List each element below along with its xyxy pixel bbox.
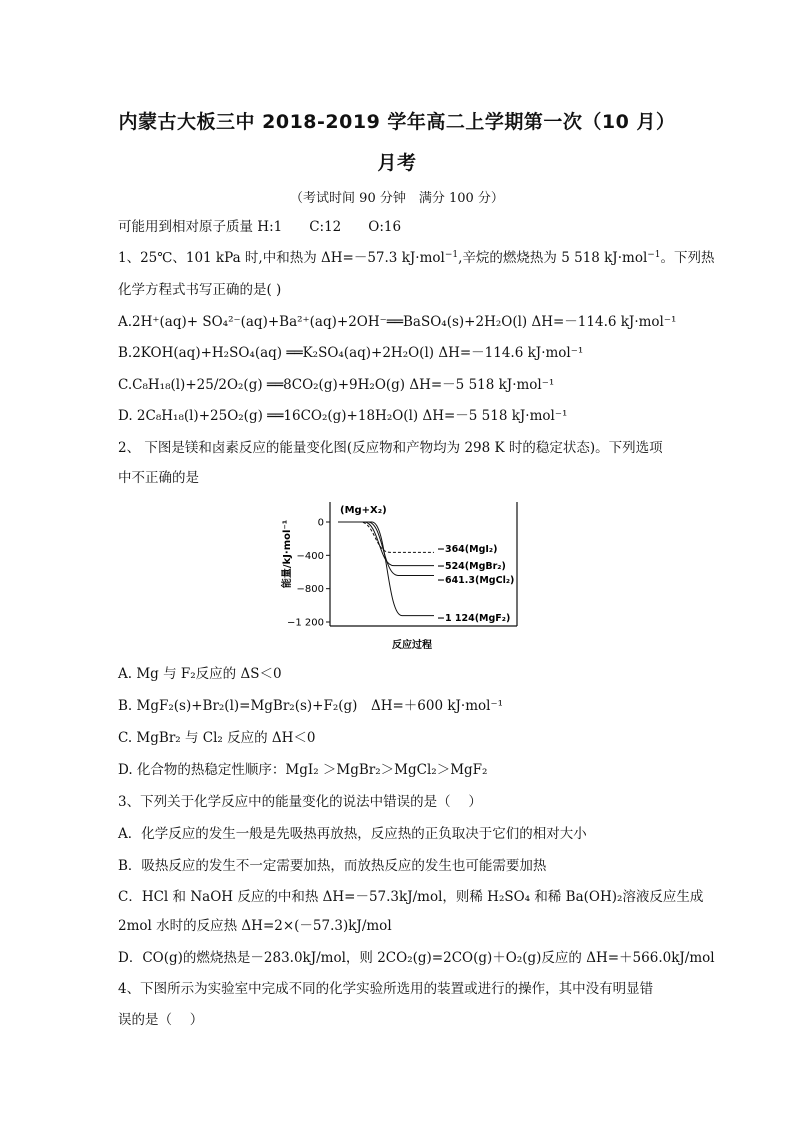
chart-title: (Mg+X₂) — [340, 505, 387, 516]
y-axis-label: 能量/kJ·mol⁻¹ — [282, 519, 293, 589]
q4-stem: 4、下图所示为实验室中完成不同的化学实验所选用的装置或进行的操作，其中没有明显错 — [118, 981, 654, 997]
q2-option-d: D. 化合物的热稳定性顺序：MgI₂ ＞MgBr₂＞MgCl₂＞MgF₂ — [118, 762, 488, 778]
document-title-line2: 月考 — [377, 152, 417, 174]
q1-stem-line2: 化学方程式书写正确的是( ) — [118, 282, 282, 298]
q1-option-a: A.2H⁺(aq)+ SO₄²⁻(aq)+Ba²⁺(aq)+2OH⁻══BaSO₄(s)+2H₂O(l) ΔH=－114.6 kJ·mol⁻¹ — [118, 314, 677, 330]
q2-option-c: C. MgBr₂ 与 Cl₂ 反应的 ΔH＜0 — [118, 730, 316, 746]
y-tick-label: −400 — [296, 550, 324, 562]
y-tick-label: 0 — [317, 517, 324, 529]
series-label: −641.3(MgCl₂) — [437, 574, 515, 586]
q3-option-d: D．CO(g)的燃烧热是－283.0kJ/mol，则 2CO₂(g)=2CO(g)＋O₂(g)反应的 ΔH=＋566.0kJ/mol — [118, 950, 715, 966]
q3-option-c: C．HCl 和 NaOH 反应的中和热 ΔH=－57.3kJ/mol，则稀 H₂SO₄ 和稀 Ba(OH)₂溶液反应生成 — [118, 889, 704, 905]
q1-stem: 1、25℃、101 kPa 时,中和热为 ΔH=－57.3 kJ·mol$^{-1}$,辛烷的燃烧热为 5 518 kJ·mol$^{-1}$。下列热 — [118, 250, 715, 266]
q2-stem-line2: 中不正确的是 — [118, 470, 199, 486]
energy-diagram-chart — [272, 494, 532, 654]
q2-option-a: A. Mg 与 F₂反应的 ΔS＜0 — [118, 666, 282, 682]
q1-option-c: C.C₈H₁₈(l)+25/2O₂(g) ══8CO₂(g)+9H₂O(g) ΔH=－5 518 kJ·mol⁻¹ — [118, 377, 555, 393]
series-label: −364(MgI₂) — [437, 543, 498, 555]
y-tick-label: −800 — [296, 584, 324, 596]
q3-option-b: B．吸热反应的发生不一定需要加热，而放热反应的发生也可能需要加热 — [118, 858, 547, 874]
series-line — [338, 522, 434, 552]
series-line — [338, 522, 434, 616]
q1-option-d: D. 2C₈H₁₈(l)+25O₂(g) ══16CO₂(g)+18H₂O(l) ΔH=－5 518 kJ·mol⁻¹ — [118, 408, 568, 424]
q4-stem-line2: 误的是（ ） — [118, 1012, 204, 1028]
series-line — [338, 522, 434, 575]
atomic-mass-note: 可能用到相对原子质量 H:1 C:12 O:16 — [118, 219, 402, 235]
q2-stem: 2、 下图是镁和卤素反应的能量变化图(反应物和产物均为 298 K 时的稳定状态)。下列选项 — [118, 440, 663, 456]
series-label: −1 124(MgF₂) — [437, 613, 511, 625]
q1-option-b: B.2KOH(aq)+H₂SO₄(aq) ══K₂SO₄(aq)+2H₂O(l) ΔH=－114.6 kJ·mol⁻¹ — [118, 345, 584, 361]
y-tick-label: −1 200 — [286, 617, 324, 629]
series-label: −524(MgBr₂) — [437, 561, 506, 573]
q3-option-c-line2: 2mol 水时的反应热 ΔH=2×(－57.3)kJ/mol — [118, 918, 392, 934]
exam-info: （考试时间 90 分钟 满分 100 分） — [290, 191, 504, 206]
q3-option-a: A．化学反应的发生一般是先吸热再放热，反应热的正负取决于它们的相对大小 — [118, 826, 587, 842]
q3-stem: 3、下列关于化学反应中的能量变化的说法中错误的是（ ） — [118, 794, 482, 810]
q2-option-b: B. MgF₂(s)+Br₂(l)=MgBr₂(s)+F₂(g) ΔH=＋600 kJ·mol⁻¹ — [118, 698, 504, 714]
x-axis-label: 反应过程 — [392, 640, 432, 651]
document-title: 内蒙古大板三中 2018-2019 学年高二上学期第一次（10 月） — [118, 111, 676, 133]
